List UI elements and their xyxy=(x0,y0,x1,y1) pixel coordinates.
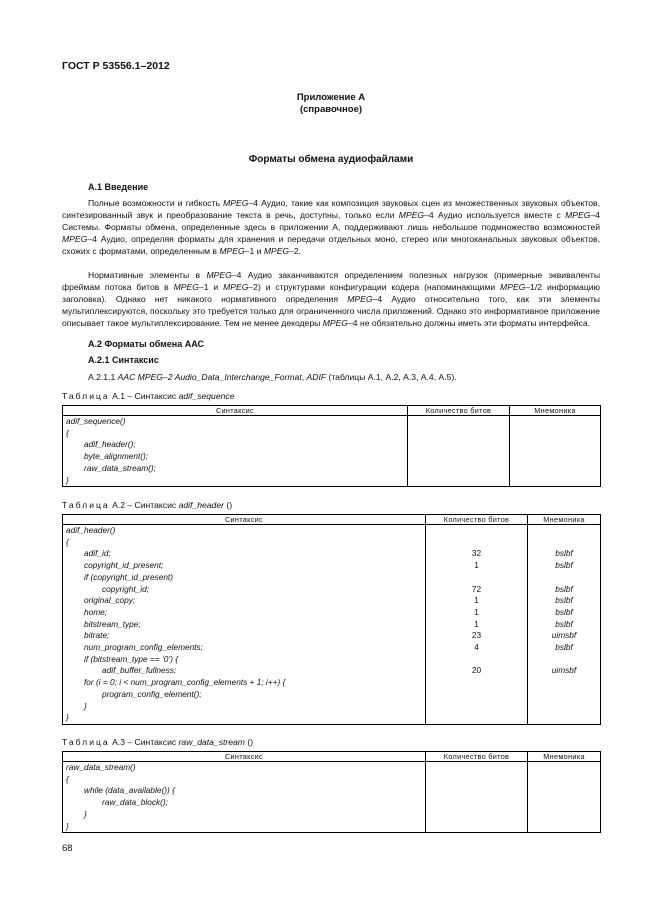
a1-paragraph-2 xyxy=(62,269,600,329)
column-header-mnemonic: Мнемоника xyxy=(510,406,601,416)
a1-paragraph-1 xyxy=(62,197,600,257)
table-1-caption: Таблица А.1 – Синтаксис adif_sequence xyxy=(62,391,235,401)
mnemonic-cell xyxy=(528,701,601,713)
mnemonic-cell: bslbf xyxy=(528,619,601,631)
text-run: А.2.1.1 xyxy=(88,372,118,382)
table-row xyxy=(63,525,601,537)
mnemonic-cell xyxy=(528,525,601,537)
syntax-cell: while (data_available()) { xyxy=(63,785,426,797)
table-2 xyxy=(62,514,601,725)
text-run: – xyxy=(163,372,168,382)
table-header-row xyxy=(63,515,601,525)
bits-cell xyxy=(426,689,528,701)
bits-cell xyxy=(408,416,510,428)
mnemonic-cell xyxy=(528,689,601,701)
table-row xyxy=(63,416,601,428)
bits-cell xyxy=(426,774,528,786)
syntax-cell: } xyxy=(63,712,426,724)
mnemonic-cell: uimsbf xyxy=(528,665,601,677)
bits-cell xyxy=(426,797,528,809)
syntax-cell: copyright_id_present; xyxy=(63,560,426,572)
syntax-cell: num_program_config_elements; xyxy=(63,642,426,654)
syntax-cell: if (copyright_id_present) xyxy=(63,572,426,584)
table-row xyxy=(63,712,601,724)
text-run: –1/2 информацию заголовка). Однако нет никакого нормативного определения xyxy=(62,282,601,304)
syntax-cell: home; xyxy=(63,607,426,619)
table-row xyxy=(63,797,601,809)
page-number: 68 xyxy=(62,843,73,854)
bits-cell: 4 xyxy=(426,642,528,654)
mnemonic-cell xyxy=(510,428,601,440)
column-header-bits: Количество битов xyxy=(408,406,510,416)
bits-cell xyxy=(426,677,528,689)
table-row xyxy=(63,774,601,786)
mnemonic-cell xyxy=(510,451,601,463)
table-row xyxy=(63,785,601,797)
text-run: MPEG xyxy=(223,198,249,208)
table-row xyxy=(63,451,601,463)
appendix-title: Приложение А xyxy=(296,92,366,103)
mnemonic-cell: uimsbf xyxy=(528,630,601,642)
bits-cell: 1 xyxy=(426,595,528,607)
text-run: Нормативные элементы в xyxy=(88,270,207,280)
column-header-mnemonic: Мнемоника xyxy=(528,515,601,525)
section-title: Форматы обмена аудиофайлами xyxy=(248,154,414,165)
table-2-caption: Таблица А.2 – Синтаксис adif_header () xyxy=(62,500,233,510)
bits-cell xyxy=(408,451,510,463)
syntax-cell: bitstream_type; xyxy=(63,619,426,631)
bits-cell xyxy=(408,439,510,451)
text-run: –4 Аудио используется вместе с xyxy=(424,210,566,220)
table-row xyxy=(63,560,601,572)
syntax-cell: raw_data_stream() xyxy=(63,762,426,774)
mnemonic-cell xyxy=(528,537,601,549)
mnemonic-cell xyxy=(528,712,601,724)
bits-cell xyxy=(426,809,528,821)
mnemonic-cell: bslbf xyxy=(528,560,601,572)
syntax-cell: adif_header(); xyxy=(63,439,408,451)
text-run: (таблицы А.1, А.2, А.3, А.4, А.5). xyxy=(326,372,457,382)
syntax-cell: for (i = 0; i < num_program_config_elements + 1; i++) { xyxy=(63,677,426,689)
text-run: MPEG xyxy=(565,210,591,220)
syntax-cell: } xyxy=(63,821,426,833)
table-row xyxy=(63,821,601,833)
table-row xyxy=(63,537,601,549)
table-3 xyxy=(62,751,601,833)
mnemonic-cell xyxy=(528,677,601,689)
syntax-cell: copyright_id; xyxy=(63,584,426,596)
text-run: MPEG xyxy=(173,282,199,292)
text-run: AAC MPEG xyxy=(117,372,163,382)
table-row xyxy=(63,677,601,689)
table-row xyxy=(63,630,601,642)
table-row xyxy=(63,572,601,584)
text-run: ADIF xyxy=(306,372,327,382)
table-row xyxy=(63,548,601,560)
table-row xyxy=(63,689,601,701)
syntax-cell: { xyxy=(63,774,426,786)
syntax-cell: adif_buffer_fullness; xyxy=(63,665,426,677)
mnemonic-cell: bslbf xyxy=(528,584,601,596)
text-run: –4 Аудио, такие как композиция звуковых сцен из множественных звуковых объектов, синтезированный звук и преобразование текста в речь, доступны, только если xyxy=(62,198,600,220)
mnemonic-cell: bslbf xyxy=(528,548,601,560)
bits-cell: 72 xyxy=(426,584,528,596)
syntax-cell: program_config_element(); xyxy=(63,689,426,701)
text-run: MPEG xyxy=(500,282,526,292)
text-run: MPEG xyxy=(223,282,249,292)
mnemonic-cell: bslbf xyxy=(528,642,601,654)
bits-cell: 32 xyxy=(426,548,528,560)
bits-cell xyxy=(426,762,528,774)
mnemonic-cell xyxy=(528,572,601,584)
syntax-cell: adif_id; xyxy=(63,548,426,560)
a1-heading: А.1 Введение xyxy=(88,182,149,192)
text-run: MPEG xyxy=(398,210,425,220)
text-run: MPEG xyxy=(347,294,373,304)
table-row xyxy=(63,642,601,654)
table-row xyxy=(63,607,601,619)
bits-cell xyxy=(426,572,528,584)
text-run: MPEG xyxy=(206,270,232,280)
column-header-bits: Количество битов xyxy=(426,515,528,525)
mnemonic-cell xyxy=(528,797,601,809)
syntax-cell: { xyxy=(63,428,408,440)
syntax-cell: bitrate; xyxy=(63,630,426,642)
column-header-mnemonic: Мнемоника xyxy=(528,752,601,762)
syntax-cell: if (bitstream_type == ‘0’) { xyxy=(63,654,426,666)
mnemonic-cell xyxy=(510,475,601,487)
syntax-cell: adif_sequence() xyxy=(63,416,408,428)
table-1 xyxy=(62,405,601,487)
text-run: –4 Системы. Форматы обмена, определенные здесь в приложении А, поддерживают лишь небольшое подмножество возможностей xyxy=(62,210,600,232)
syntax-cell: adif_header() xyxy=(63,525,426,537)
mnemonic-cell xyxy=(528,821,601,833)
table-row xyxy=(63,665,601,677)
syntax-cell: raw_data_block(); xyxy=(63,797,426,809)
table-row xyxy=(63,619,601,631)
a2-1-1-line xyxy=(88,372,457,382)
mnemonic-cell xyxy=(528,785,601,797)
text-run: Полные возможности и гибкость xyxy=(88,198,224,208)
mnemonic-cell xyxy=(510,463,601,475)
text-run: –1 и xyxy=(198,282,224,292)
bits-cell xyxy=(408,475,510,487)
bits-cell xyxy=(426,701,528,713)
text-run: MPEG xyxy=(62,234,88,244)
mnemonic-cell xyxy=(528,774,601,786)
bits-cell: 1 xyxy=(426,619,528,631)
bits-cell xyxy=(408,463,510,475)
table-header-row xyxy=(63,752,601,762)
bits-cell: 23 xyxy=(426,630,528,642)
table-row xyxy=(63,428,601,440)
text-run: –4 Аудио, определяя форматы для хранения и передачи отдельных моно, стерео или многоканальных звуковых объектов, схожих с форматами, определенным в xyxy=(62,234,600,256)
text-run: 2 Audio_Data_Interchange_Format xyxy=(167,372,302,382)
text-run: –2) и структурами конфигурации кодера (напоминающими xyxy=(248,282,501,292)
table-header-row xyxy=(63,406,601,416)
column-header-bits: Количество битов xyxy=(426,752,528,762)
text-run: –1 и xyxy=(244,246,264,256)
text-run: MPEG xyxy=(219,246,245,256)
table-row xyxy=(63,809,601,821)
syntax-cell: } xyxy=(63,701,426,713)
syntax-cell: original_copy; xyxy=(63,595,426,607)
syntax-cell: byte_alignment(); xyxy=(63,451,408,463)
mnemonic-cell: bslbf xyxy=(528,607,601,619)
syntax-cell: { xyxy=(63,537,426,549)
column-header-syntax: Синтаксис xyxy=(63,752,426,762)
mnemonic-cell xyxy=(510,439,601,451)
text-run: –4 не обязательно должны иметь эти форматы интерфейса. xyxy=(348,318,590,328)
table-row xyxy=(63,584,601,596)
column-header-syntax: Синтаксис xyxy=(63,406,408,416)
text-run: MPEG xyxy=(322,318,348,328)
bits-cell xyxy=(426,785,528,797)
bits-cell xyxy=(426,537,528,549)
mnemonic-cell xyxy=(528,654,601,666)
bits-cell: 20 xyxy=(426,665,528,677)
table-row xyxy=(63,439,601,451)
table-row xyxy=(63,701,601,713)
bits-cell xyxy=(426,712,528,724)
a2-1-heading: А.2.1 Синтаксис xyxy=(88,355,159,365)
mnemonic-cell xyxy=(528,762,601,774)
mnemonic-cell xyxy=(510,416,601,428)
mnemonic-cell xyxy=(528,809,601,821)
text-run: , xyxy=(301,372,307,382)
bits-cell xyxy=(408,428,510,440)
appendix-subtitle: (справочное) xyxy=(299,104,363,115)
bits-cell: 1 xyxy=(426,607,528,619)
a2-heading: А.2 Форматы обмена ААС xyxy=(88,339,205,349)
column-header-syntax: Синтаксис xyxy=(63,515,426,525)
bits-cell: 1 xyxy=(426,560,528,572)
standard-header: ГОСТ Р 53556.1–2012 xyxy=(62,60,170,72)
mnemonic-cell: bslbf xyxy=(528,595,601,607)
syntax-cell: } xyxy=(63,475,408,487)
text-run: –2. xyxy=(289,246,302,256)
text-run: –4 Аудио относительно того, как эти элементы мультиплексируются, поскольку это требуется только для ограниченного числа приложений. Однако это информативное приложение описывает такое мультиплексирование. Тем не менее декодеры xyxy=(62,294,600,328)
text-run: MPEG xyxy=(263,246,290,256)
table-3-caption: Таблица А.3 – Синтаксис raw_data_stream () xyxy=(62,737,254,747)
text-run: –4 Аудио заканчиваются определением полезных нагрузок (примерные эквиваленты фреймам потока битов в xyxy=(62,270,600,292)
bits-cell xyxy=(426,654,528,666)
syntax-cell: } xyxy=(63,809,426,821)
table-row xyxy=(63,463,601,475)
bits-cell xyxy=(426,525,528,537)
table-row xyxy=(63,595,601,607)
syntax-cell: raw_data_stream(); xyxy=(63,463,408,475)
bits-cell xyxy=(426,821,528,833)
table-row xyxy=(63,475,601,487)
table-row xyxy=(63,654,601,666)
table-row xyxy=(63,762,601,774)
